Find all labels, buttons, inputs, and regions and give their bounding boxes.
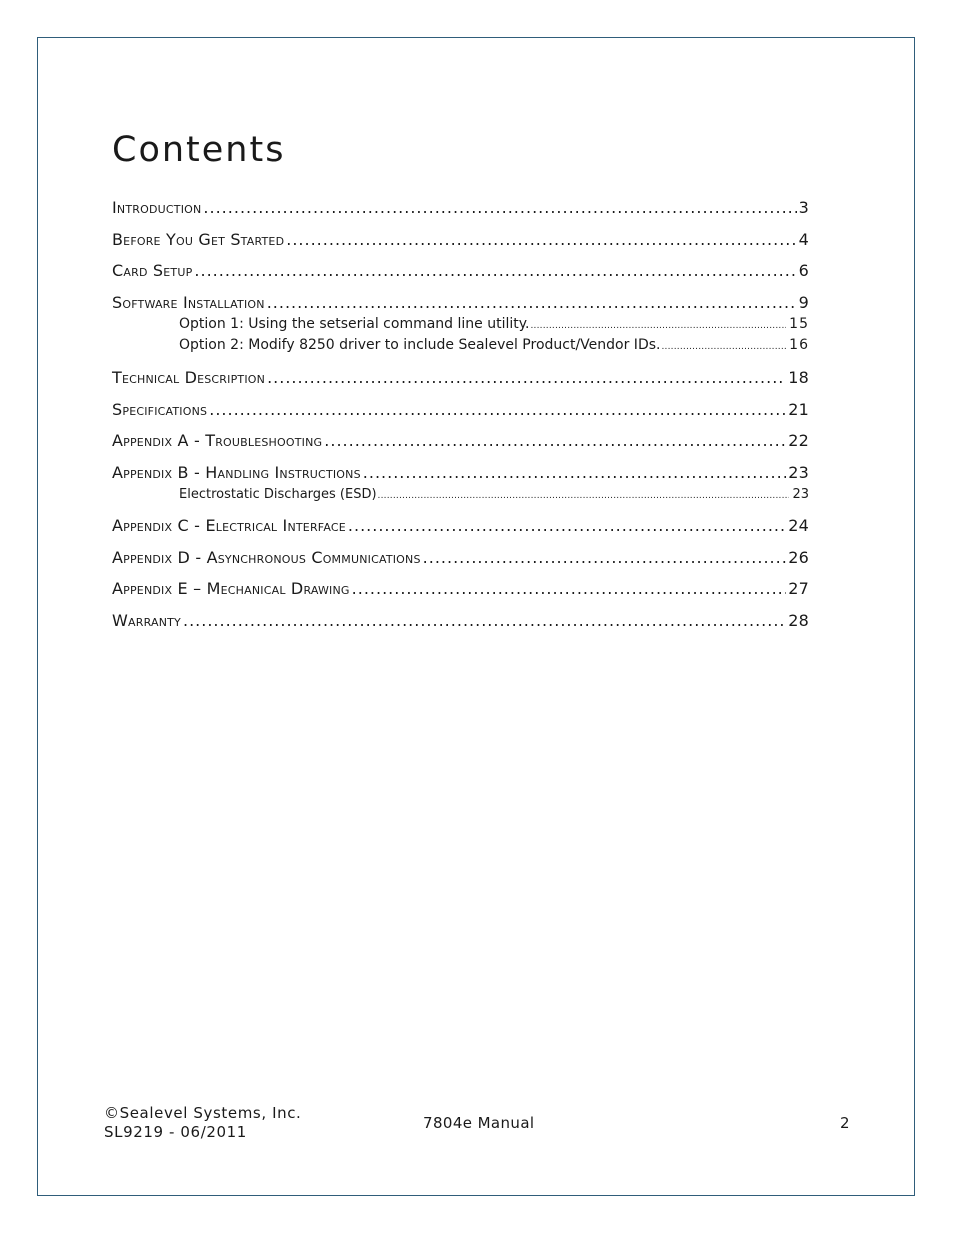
toc-entry-warranty[interactable] [112, 609, 809, 641]
toc-entry-page: 28 [788, 610, 809, 630]
table-of-contents [112, 196, 809, 640]
toc-entry-label: Appendix E – Mechanical Drawing [112, 579, 350, 598]
toc-entry-label: Before You Get Started [112, 229, 285, 249]
toc-subentry-page: 23 [792, 487, 809, 502]
footer-left [104, 1104, 301, 1142]
toc-subentries [112, 315, 809, 357]
dot-leader [423, 546, 787, 570]
toc-subentries [112, 485, 809, 506]
toc-entry-page: 24 [788, 516, 809, 535]
toc-subentry-option-2[interactable] [112, 336, 809, 357]
toc-entry-page: 23 [788, 462, 809, 482]
toc-entry-page: 22 [788, 431, 809, 450]
dot-leader [352, 577, 787, 601]
dot-leader [531, 317, 787, 336]
toc-subentry-label: Option 2: Modify 8250 driver to include Sealevel Product/Vendor IDs. [179, 337, 661, 353]
toc-entry-label: Appendix D - Asynchronous Communications [112, 547, 421, 567]
toc-subentry-page: 16 [789, 337, 809, 353]
dot-leader [209, 398, 786, 422]
footer-manual-title: 7804e Manual [423, 1114, 535, 1132]
page-title: Contents [112, 130, 286, 170]
toc-entry-page: 9 [798, 292, 809, 312]
footer-copyright: ©Sealevel Systems, Inc. [104, 1104, 302, 1122]
toc-entry-page: 4 [798, 229, 809, 249]
toc-entry-label: Card Setup [112, 261, 193, 280]
dot-leader [286, 228, 796, 252]
toc-entry-appendix-d[interactable] [112, 546, 809, 578]
toc-entry-introduction[interactable] [112, 196, 809, 228]
toc-entry-label: Warranty [112, 610, 181, 630]
footer-doc-code: SL9219 - 06/2011 [104, 1123, 247, 1141]
footer-page-number: 2 [840, 1114, 850, 1132]
dot-leader [183, 609, 786, 633]
dot-leader [348, 514, 786, 538]
toc-entry-card-setup[interactable] [112, 259, 809, 291]
dot-leader [267, 291, 797, 315]
dot-leader [363, 461, 786, 485]
dot-leader [194, 259, 796, 283]
toc-entry-page: 18 [788, 368, 809, 387]
toc-subentry-page: 15 [789, 316, 809, 332]
toc-entry-appendix-a[interactable] [112, 429, 809, 461]
toc-entry-label: Technical Description [112, 368, 266, 387]
toc-entry-before-you-get-started[interactable] [112, 228, 809, 260]
toc-entry-page: 26 [788, 547, 809, 567]
toc-entry-page: 6 [798, 261, 809, 280]
toc-entry-label: Appendix A - Troubleshooting [112, 431, 323, 450]
toc-entry-page: 27 [788, 579, 809, 598]
toc-entry-specifications[interactable] [112, 398, 809, 430]
toc-entry-page: 21 [788, 399, 809, 419]
dot-leader [324, 429, 786, 453]
toc-subentry-label: Electrostatic Discharges (ESD) [179, 487, 377, 502]
toc-subentry-label: Option 1: Using the setserial command line utility. [179, 316, 530, 332]
dot-leader [378, 487, 790, 506]
toc-entry-label: Introduction [112, 198, 202, 217]
toc-subentry-option-1[interactable] [112, 315, 809, 336]
toc-subentry-esd[interactable] [112, 485, 809, 506]
toc-entry-label: Appendix C - Electrical Interface [112, 516, 346, 535]
toc-entry-appendix-c[interactable] [112, 514, 809, 546]
toc-entry-page: 3 [798, 198, 809, 217]
toc-entry-technical-description[interactable] [112, 366, 809, 398]
toc-entry-label: Specifications [112, 399, 208, 419]
dot-leader [203, 196, 796, 220]
dot-leader [661, 338, 786, 357]
dot-leader [267, 366, 786, 390]
toc-entry-appendix-e[interactable] [112, 577, 809, 609]
toc-entry-label: Software Installation [112, 292, 265, 312]
toc-entry-label: Appendix B - Handling Instructions [112, 462, 361, 482]
